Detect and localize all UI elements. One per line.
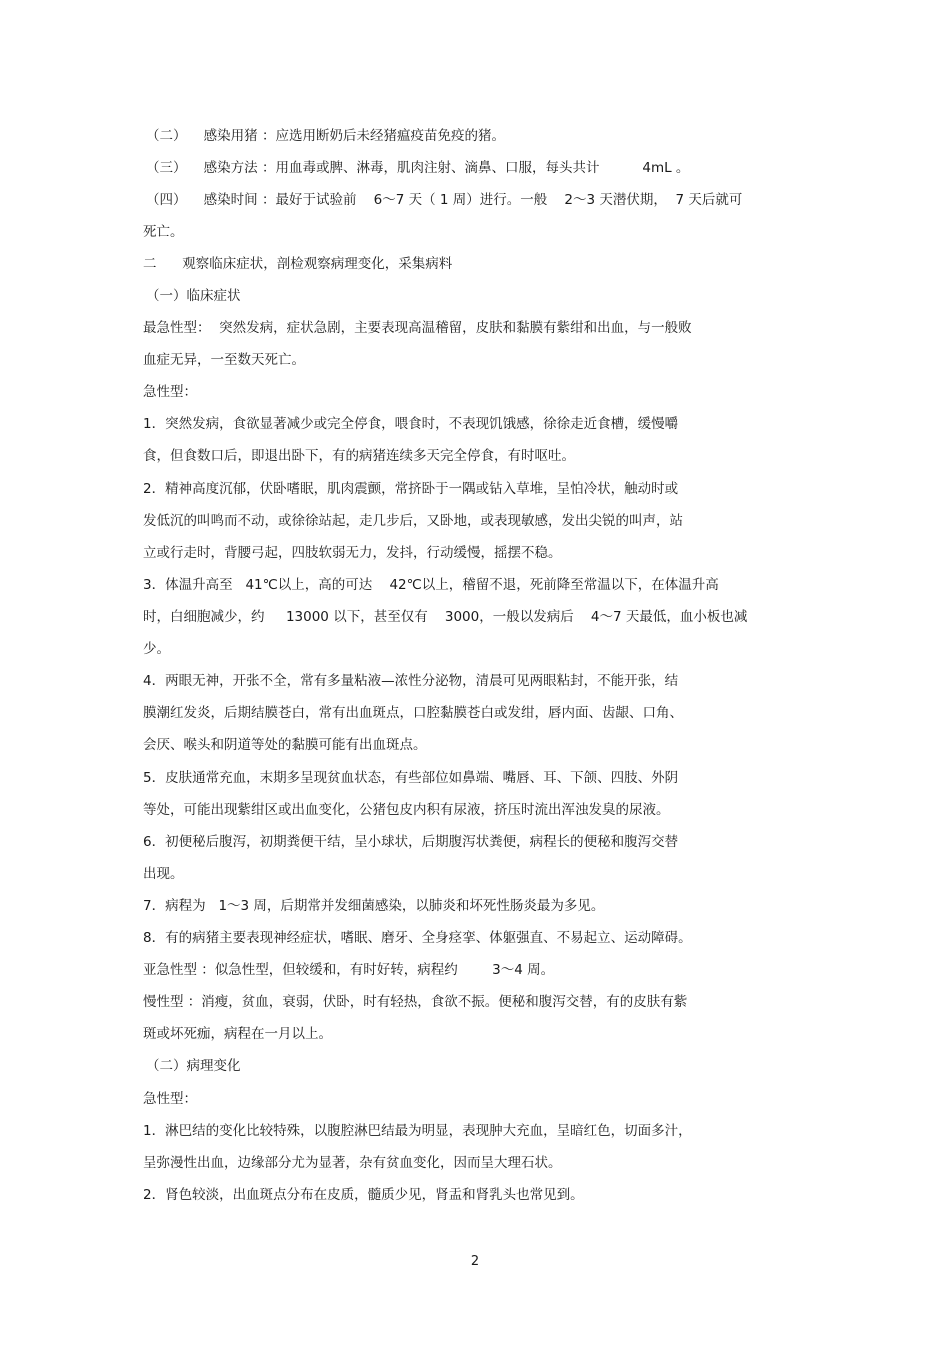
text-line: 呈弥漫性出血，边缘部分尤为显著，杂有贫血变化，因而呈大理石状。	[143, 1155, 562, 1171]
text-line: 慢性型 ：消瘦，贫血，衰弱，伏卧，时有轻热，食欲不振。便秘和腹泻交替，有的皮肤有紫	[143, 994, 688, 1010]
text-line: 最急性型： 突然发病，症状急剧，主要表现高温稽留，皮肤和黏膜有紫绀和出血，与一般败	[143, 320, 692, 336]
text-line: 会厌、喉头和阴道等处的黏膜可能有出血斑点。	[143, 737, 427, 753]
text-line: 7．病程为 1～3 周，后期常并发细菌感染，以肺炎和坏死性肠炎最为多见。	[143, 898, 605, 914]
text-line: 4．两眼无神，开张不全，常有多量粘液—浓性分泌物，清晨可见两眼粘封，不能开张，结	[143, 673, 679, 689]
section-heading: 二 观察临床症状，剖检观察病理变化，采集病料	[143, 256, 453, 272]
text-line: 急性型：	[143, 1091, 197, 1107]
page-number: 2	[470, 1254, 480, 1269]
subsection-heading: （二）病理变化	[146, 1058, 241, 1074]
text-line: 斑或坏死痂，病程在一月以上。	[143, 1026, 332, 1042]
text-line: 食，但食数口后，即退出卧下，有的病猪连续多天完全停食，有时呕吐。	[143, 448, 575, 464]
text-line: 少。	[143, 641, 170, 657]
text-line: 时，白细胞减少，约 13000 以下，甚至仅有 3000，一般以发病后 4～7 天最低，血小板也减	[143, 609, 748, 625]
text-line: 发低沉的叫鸣而不动，或徐徐站起，走几步后，又卧地，或表现敏感，发出尖锐的叫声，站	[143, 513, 683, 529]
text-line: 血症无异，一至数天死亡。	[143, 352, 305, 368]
subsection-heading: （一）临床症状	[146, 288, 241, 304]
text-line: （二） 感染用猪 ：应选用断奶后未经猪瘟疫苗免疫的猪。	[146, 128, 505, 144]
text-line: 6．初便秘后腹泻，初期粪便干结，呈小球状，后期腹泻状粪便，病程长的便秘和腹泻交替	[143, 834, 679, 850]
text-line: 5．皮肤通常充血，末期多呈现贫血状态，有些部位如鼻端、嘴唇、耳、下颌、四肢、外阴	[143, 770, 679, 786]
text-line: 2．肾色较淡，出血斑点分布在皮质，髓质少见，肾盂和肾乳头也常见到。	[143, 1187, 584, 1203]
text-line: 2．精神高度沉郁，伏卧嗜眠，肌肉震颤，常挤卧于一隅或钻入草堆，呈怕冷状，触动时或	[143, 481, 679, 497]
text-line: 立或行走时，背腰弓起，四肢软弱无力，发抖，行动缓慢，摇摆不稳。	[143, 545, 562, 561]
text-line: 亚急性型 ：似急性型，但较缓和，有时好转，病程约 3～4 周。	[143, 962, 555, 978]
text-line: （三） 感染方法 ：用血毒或脾、淋毒，肌肉注射、滴鼻、口服，每头共计 4mL 。	[146, 160, 690, 176]
text-line: 出现。	[143, 866, 184, 882]
text-line: 膜潮红发炎，后期结膜苍白，常有出血斑点，口腔黏膜苍白或发绀，唇内面、齿龈、口角、	[143, 705, 683, 721]
text-line: 1．突然发病，食欲显著减少或完全停食，喂食时，不表现饥饿感，徐徐走近食槽，缓慢嚼	[143, 416, 679, 432]
text-line: 急性型：	[143, 384, 197, 400]
text-line: 1．淋巴结的变化比较特殊，以腹腔淋巴结最为明显，表现肿大充血，呈暗红色，切面多汁，	[143, 1123, 692, 1139]
text-line: 死亡。	[143, 224, 184, 240]
text-line: （四） 感染时间 ：最好于试验前 6～7 天（ 1 周）进行。一般 2～3 天潜伏期， 7 天后就可	[146, 192, 743, 208]
text-line: 等处，可能出现紫绀区或出血变化，公猪包皮内积有尿液，挤压时流出浑浊发臭的尿液。	[143, 802, 670, 818]
text-line: 3．体温升高至 41℃以上，高的可达 42℃以上，稽留不退，死前降至常温以下，在体温升高	[143, 577, 719, 593]
text-line: 8．有的病猪主要表现神经症状，嗜眠、磨牙、全身痉挛、体躯强直、不易起立、运动障碍。	[143, 930, 692, 946]
